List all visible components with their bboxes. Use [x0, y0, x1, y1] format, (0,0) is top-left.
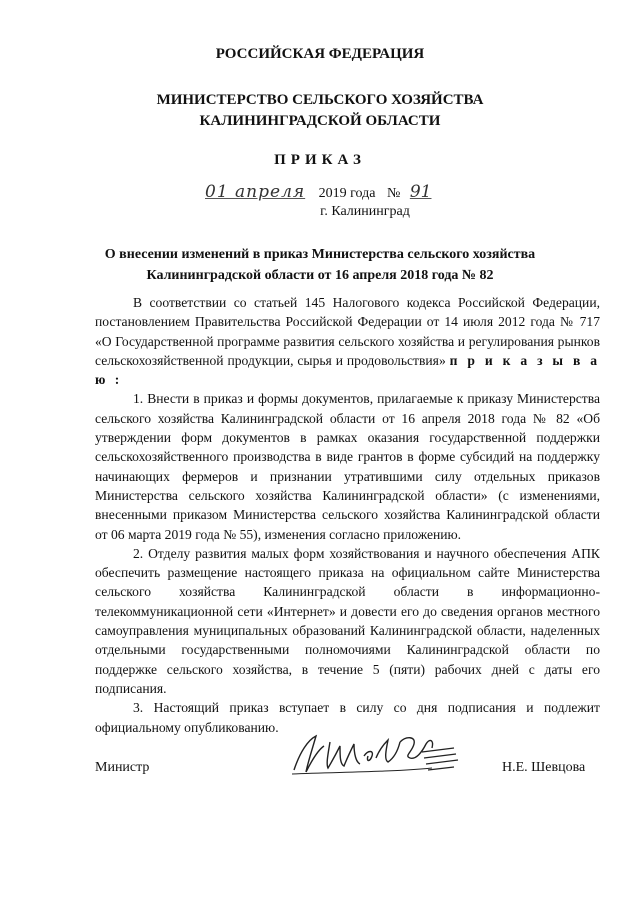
signatory-name: Н.Е. Шевцова: [502, 760, 586, 775]
document-type: ПРИКАЗ: [274, 152, 366, 168]
handwritten-number: 91: [409, 182, 432, 202]
number-sign: №: [386, 186, 401, 201]
year-text: 2019 года: [318, 186, 376, 201]
handwritten-date: 01 апреля: [205, 182, 306, 202]
item-2: 2. Отделу развития малых форм хозяйствования и научного обеспечения АПК обеспечить размещение настоящего приказа на официальном сайте Министерства сельского хозяйства Калининградской области в информационно-телекоммуникационной сети «Интернет» и довести его до сведения органов местного самоуправления муниципальных образований Калининградской области, наделенных отдельными государственными полномочиями Калининградской области по поддержке сельского хозяйства, в течение 5 (пяти) рабочих дней с даты его подписания.: [95, 545, 600, 696]
signatory-title: Министр: [95, 760, 150, 775]
city: г. Калининград: [320, 204, 410, 219]
intro-text: В соответствии со статьей 145 Налогового кодекса Российской Федерации, постановлением Правительства Российской Федерации от 14 июля 2012 года № 717 «О Государственной программе развития сельского хозяйства и регулирования рынков сельскохозяйственной продукции, сырья и продовольствия»: [95, 295, 600, 368]
handwritten-signature: [282, 722, 462, 782]
order-body: [95, 293, 600, 737]
ministry-header: [0, 90, 640, 132]
intro-paragraph: [95, 293, 600, 389]
subject-line-1: О внесении изменений в приказ Министерства сельского хозяйства: [104, 247, 536, 262]
ministry-line-2: КАЛИНИНГРАДСКОЙ ОБЛАСТИ: [199, 113, 441, 129]
ministry-line-1: МИНИСТЕРСТВО СЕЛЬСКОГО ХОЗЯЙСТВА: [156, 92, 484, 108]
dateline: [205, 182, 431, 202]
order-subject: [80, 244, 560, 286]
item-3: 3. Настоящий приказ вступает в силу со дня подписания и подлежит официальному опубликованию.: [95, 700, 600, 735]
item-1: 1. Внести в приказ и формы документов, прилагаемые к приказу Министерства сельского хозяйства Калининградской области от 16 апреля 2018 года № 82 «Об утверждении форм документов в рамках оказания государственной поддержки сельскохозяйственного производства в виде грантов в форме субсидий на поддержку начинающих фермеров и признании утратившими силу отдельных приказов Министерства сельского хозяйства Калининградской области» (с изменениями, внесенными приказом Министерства сельского хозяйства Калининградской области от 06 марта 2019 года № 55), изменения согласно приложению.: [95, 391, 600, 542]
order-word: п р и к а з ы в а ю :: [95, 352, 601, 388]
country-header: РОССИЙСКАЯ ФЕДЕРАЦИЯ: [215, 46, 425, 62]
subject-line-2: Калининградской области от 16 апреля 2018 года № 82: [146, 268, 494, 283]
